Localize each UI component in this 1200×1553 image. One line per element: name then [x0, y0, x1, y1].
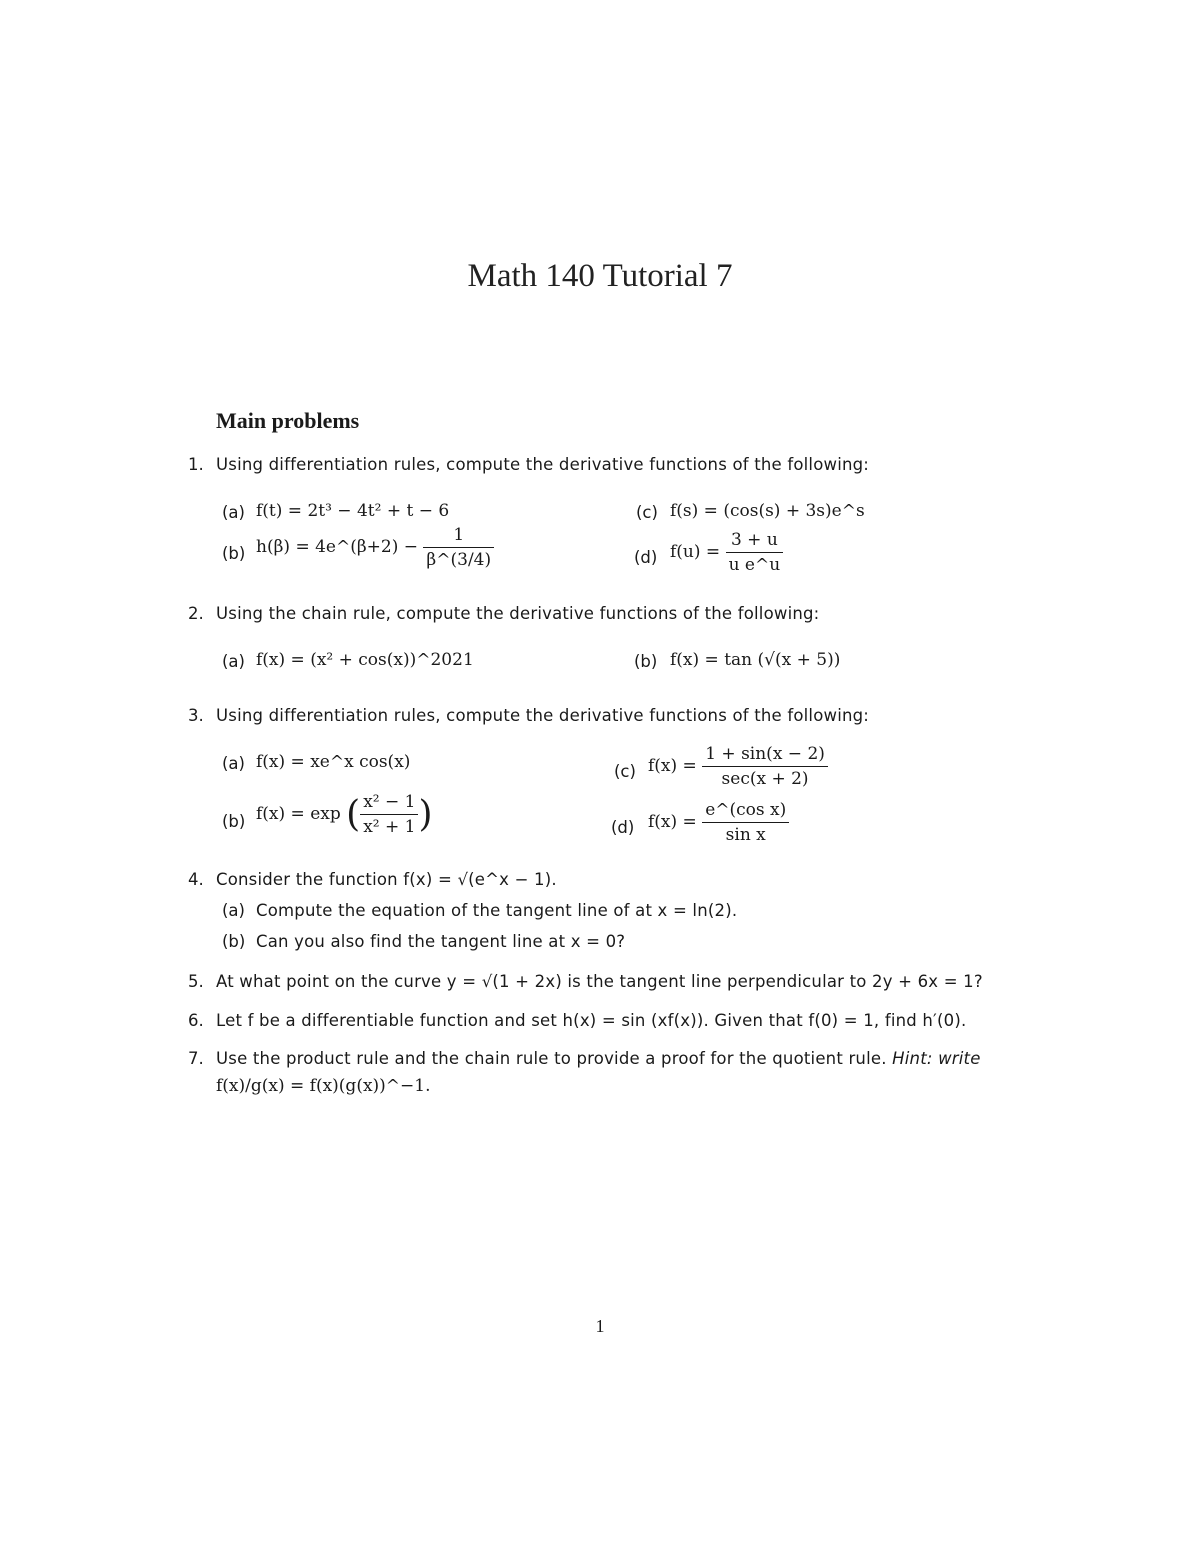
fraction	[702, 744, 828, 789]
problem-text: At what point on the curve y = √(1 + 2x) is the tangent line perpendicular to 2y + 6x = 1?	[216, 972, 983, 991]
expr-lhs: h(β) = 4e^(β+2) −	[256, 537, 419, 557]
part-label: (a)	[222, 901, 245, 920]
part-label: (d)	[611, 818, 635, 837]
part-label: (a)	[222, 754, 245, 773]
problem-text-main: Use the product rule and the chain rule to provide a proof for the quotient rule.	[216, 1049, 887, 1068]
problem-number: 3.	[188, 706, 204, 725]
problem-text	[216, 1049, 981, 1068]
problem-text: Let f be a differentiable function and set h(x) = sin (xf(x)). Given that f(0) = 1, find h′(0).	[216, 1011, 967, 1030]
part-text: Can you also find the tangent line at x = 0?	[256, 932, 626, 951]
math-expression	[648, 744, 828, 789]
fraction-numerator: 1	[423, 525, 494, 548]
part-label: (c)	[614, 762, 636, 781]
math-expression	[670, 530, 783, 575]
part-label: (d)	[634, 548, 658, 567]
part-text: Compute the equation of the tangent line of at x = ln(2).	[256, 901, 738, 920]
part-label: (a)	[222, 652, 245, 671]
fraction-denominator: sec(x + 2)	[721, 769, 809, 789]
problem-number: 6.	[188, 1011, 204, 1030]
problem-number: 4.	[188, 870, 204, 889]
math-expression	[256, 792, 433, 837]
part-label: (c)	[636, 503, 658, 522]
expr-lhs: f(x) = exp	[256, 804, 341, 824]
fraction-numerator: e^(cos x)	[702, 800, 789, 823]
fraction	[423, 525, 494, 570]
math-expression: f(x) = xe^x cos(x)	[256, 752, 411, 772]
page-title: Math 140 Tutorial 7	[467, 258, 733, 294]
fraction-denominator: β^(3/4)	[426, 550, 492, 570]
problem-number: 2.	[188, 604, 204, 623]
problem-number: 5.	[188, 972, 204, 991]
math-expression	[648, 800, 789, 845]
expr-lhs: f(x) =	[648, 756, 697, 776]
fraction-denominator: x² + 1	[363, 817, 416, 837]
right-paren: )	[418, 794, 433, 835]
fraction-numerator: 3 + u	[726, 530, 784, 553]
fraction	[360, 792, 418, 837]
problem-text: Using the chain rule, compute the derivative functions of the following:	[216, 604, 820, 623]
part-label: (a)	[222, 503, 245, 522]
hint-text: Hint: write	[892, 1049, 981, 1068]
fraction-numerator: 1 + sin(x − 2)	[702, 744, 828, 767]
math-expression: f(x) = (x² + cos(x))^2021	[256, 650, 474, 670]
math-expression: f(t) = 2t³ − 4t² + t − 6	[256, 501, 450, 521]
expr-lhs: f(x) =	[648, 812, 697, 832]
math-expression: f(x) = tan (√(x + 5))	[670, 650, 841, 670]
fraction-numerator: x² − 1	[360, 792, 418, 815]
fraction	[702, 800, 789, 845]
fraction-denominator: u e^u	[728, 555, 781, 575]
problem-number: 1.	[188, 455, 204, 474]
math-expression: f(s) = (cos(s) + 3s)e^s	[670, 501, 865, 521]
page-number: 1	[595, 1316, 605, 1336]
section-heading: Main problems	[216, 408, 360, 433]
math-expression: f(x)/g(x) = f(x)(g(x))^−1.	[216, 1076, 431, 1096]
problem-text: Using differentiation rules, compute the derivative functions of the following:	[216, 455, 870, 474]
part-label: (b)	[222, 544, 246, 563]
problem-number: 7.	[188, 1049, 204, 1068]
fraction-denominator: sin x	[725, 825, 766, 845]
problem-text: Consider the function f(x) = √(e^x − 1).	[216, 870, 557, 889]
problem-text: Using differentiation rules, compute the derivative functions of the following:	[216, 706, 870, 725]
expr-lhs: f(u) =	[670, 542, 721, 562]
fraction	[726, 530, 784, 575]
part-label: (b)	[222, 932, 246, 951]
part-label: (b)	[222, 812, 246, 831]
math-expression	[256, 525, 494, 570]
left-paren: (	[346, 794, 361, 835]
part-label: (b)	[634, 652, 658, 671]
